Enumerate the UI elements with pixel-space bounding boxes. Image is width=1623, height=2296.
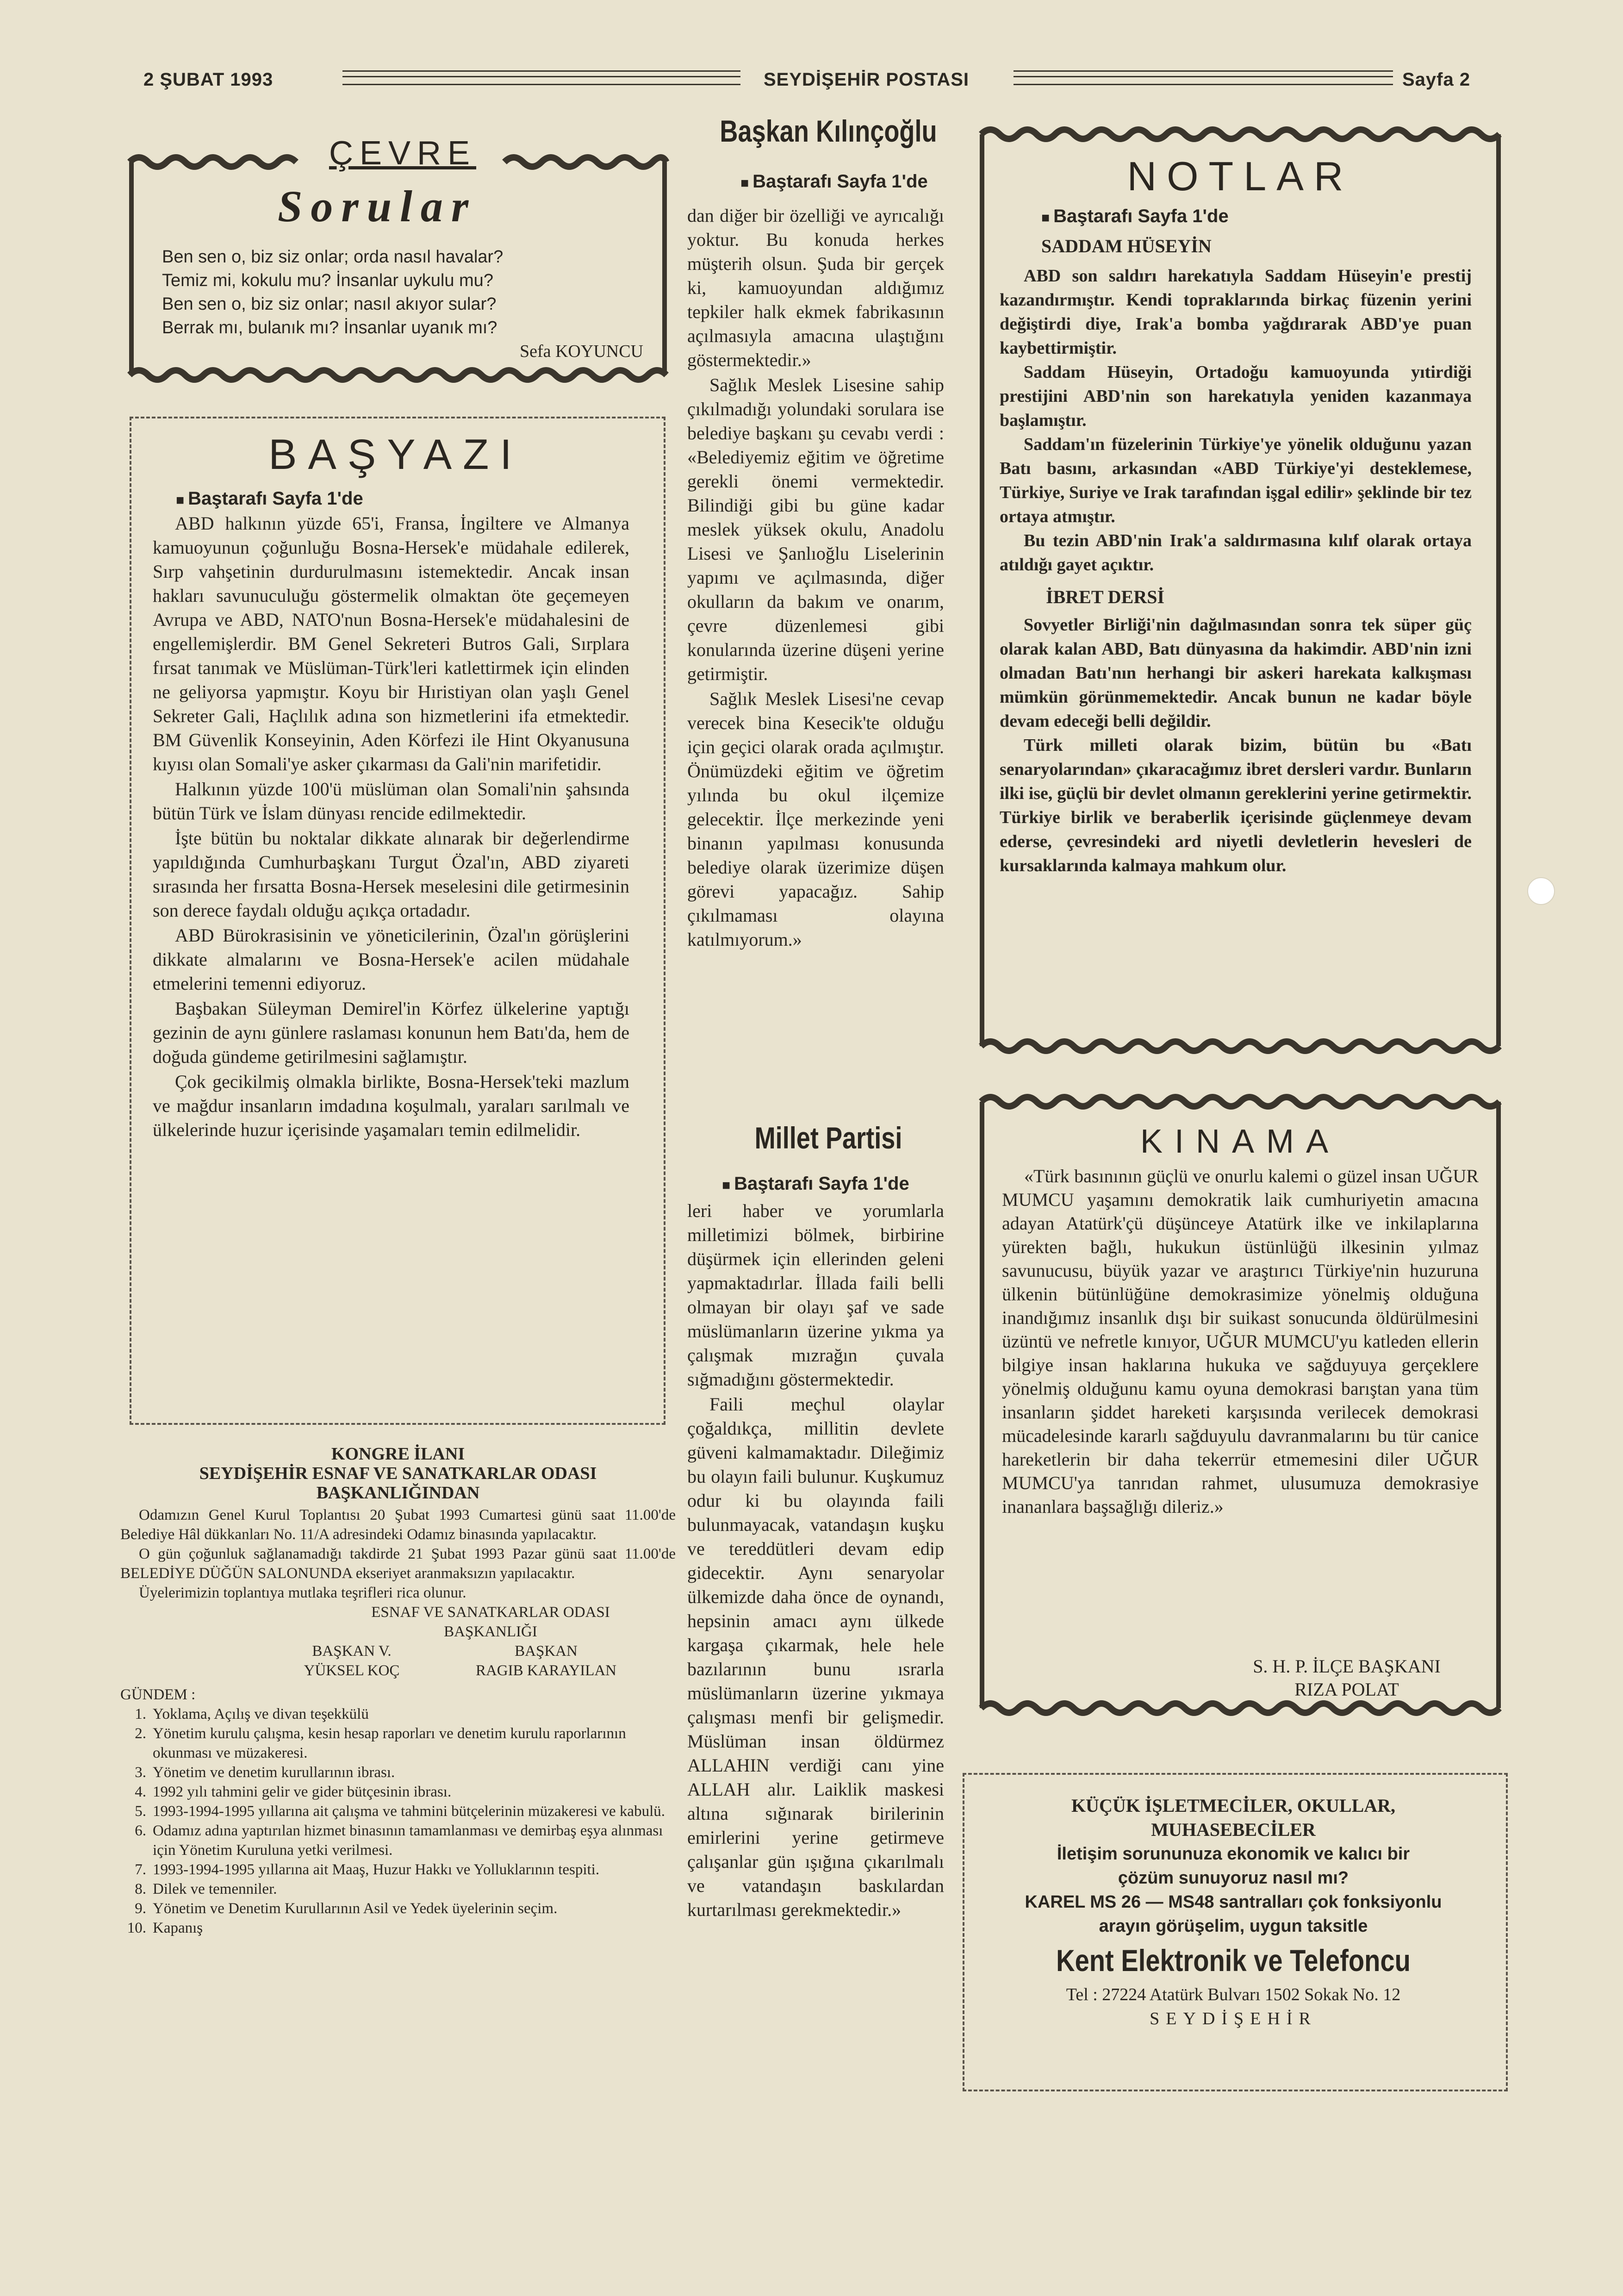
notlar-paragraph: Saddam Hüseyin, Ortadoğu kamuoyunda yıtirdiği prestijini ABD'nin son harekatıyla yeniden kazanmaya başlamıştır. bbox=[1000, 362, 1472, 430]
agenda-item: 9. Yönetim ve Denetim Kurullarının Asil ve Yedek üyelerinin seçim. bbox=[135, 1900, 558, 1917]
agenda-item: 1. Yoklama, Açılış ve divan teşekkülü bbox=[135, 1706, 369, 1722]
baskan-continued: ■ Baştarafı Sayfa 1'de bbox=[740, 171, 928, 192]
poem-author: Sefa KOYUNCU bbox=[519, 342, 643, 361]
basyazi-paragraph: ABD Bürokrasisinin ve yöneticilerinin, Özal'ın görüşlerini dikkate almalarını ve Bosna-Hersek'e acilen müdahale etmelerini temenni ediyoruz. bbox=[153, 925, 629, 994]
kinama-body bbox=[1002, 1164, 1479, 1518]
notlar-paragraph: Sovyetler Birliği'nin dağılmasından sonra tek süper güç olarak kalan ABD, Batı dünyasına da hakimdir. ABD'nin izni olmadan Batı'nın herhangi bir askeri harekata kalkışması mümkün görünmemektedir. Ancak bunun ne kadar böyle devam edeceği belli değildir. bbox=[1000, 615, 1472, 731]
kongre-roles bbox=[259, 1641, 639, 1661]
kongre-body bbox=[120, 1505, 676, 1603]
baskan-paragraph: Sağlık Meslek Lisesi'ne cevap verecek bina Kesecik'te olduğu için geçici olarak orada açılmıştır. Önümüzdeki eğitim ve öğretim yılında bu okul ilçemize gelecektir. İlçe merkezinde yeni binanın yapılması konusunda belediye olarak üzerimize düşen görevi yapacağız. Sahip çıkılmaması olayına katılmıyorum.» bbox=[687, 688, 944, 950]
name-vice: YÜKSEL KOÇ bbox=[304, 1662, 400, 1679]
cevre-poem bbox=[162, 245, 643, 363]
notlar-title: NOTLAR bbox=[1127, 153, 1354, 199]
ad-brand: Kent Elektronik ve Telefoncu bbox=[1056, 1943, 1411, 1978]
notlar-paragraph: Türk milleti olarak bizim, bütün bu «Batı senaryolarından» çıkaracağımız ibret dersleri vardır. Bunların ilki ise, güçlü bir devlet olmanın gereklerini yerine getirmektir. Türkiye birlik ve beraberlik içerisinde güçlenmeye devam ederse, çevresindeki ard niyetli devletlerin hevesleri de kursaklarında kalmaya mahkum olur. bbox=[1000, 736, 1472, 875]
cevre-box bbox=[125, 134, 671, 393]
header-rule-right bbox=[1014, 70, 1393, 85]
cevre-kicker: ÇEVRE bbox=[329, 135, 477, 172]
signature-name: RIZA POLAT bbox=[1294, 1679, 1399, 1700]
page-number: Sayfa 2 bbox=[1402, 69, 1471, 90]
ad-text-4: arayın görüşelim, uygun taksitle bbox=[1099, 1916, 1368, 1936]
kongre-notice bbox=[120, 1444, 676, 1938]
baskan-paragraph: dan diğer bir özelliği ve ayrıcalığı yoktur. Bu konuda herkes müşterih olsun. Şuda bir gerçek ki, kamuoyundan aldığımız tepkiler halk ekmek fabrikasının açılmasıyla amacına ulaştığını göstermektedir.» bbox=[687, 205, 944, 370]
kongre-names bbox=[259, 1661, 639, 1680]
millet-continued: ■ Baştarafı Sayfa 1'de bbox=[722, 1173, 909, 1194]
kongre-paragraph: Odamızın Genel Kurul Toplantısı 20 Şubat 1993 Cumartesi günü saat 11.00'de Belediye Hâl dükkanları No. 11/A adresindeki Odamız binasında yapılacaktır. bbox=[120, 1507, 676, 1543]
notlar-paragraph: Bu tezin ABD'nin Irak'a saldırmasına kılıf olarak ortaya atıldığı gayet açıktır. bbox=[1000, 531, 1472, 574]
ad-text-3: KAREL MS 26 — MS48 santralları çok fonksiyonlu bbox=[1025, 1892, 1442, 1912]
ad-headline-2: MUHASEBECİLER bbox=[1151, 1819, 1316, 1840]
ad-content bbox=[963, 1794, 1504, 2031]
ad-headline: KÜÇÜK İŞLETMECİLER, OKULLAR, bbox=[1071, 1795, 1396, 1816]
notlar-box bbox=[972, 120, 1509, 1065]
role-vice: BAŞKAN V. bbox=[312, 1643, 392, 1660]
basyazi-body bbox=[153, 512, 629, 1143]
kongre-subtitle-2: BAŞKANLIĞINDAN bbox=[316, 1483, 480, 1503]
agenda-item: 4. 1992 yılı tahmini gelir ve gider bütçesinin ibrası. bbox=[135, 1784, 452, 1800]
millet-body bbox=[687, 1199, 944, 1923]
agenda-item: 5. 1993-1994-1995 yıllarına ait çalışma ve tahmini bütçelerinin müzakeresi ve kabulü. bbox=[135, 1803, 665, 1820]
millet-title: Millet Partisi bbox=[754, 1121, 902, 1155]
role-president: BAŞKAN bbox=[515, 1643, 578, 1660]
basyazi-continued: ■ Baştarafı Sayfa 1'de bbox=[176, 488, 363, 509]
agenda-item: 6. Odamız adına yaptırılan hizmet binasının tamamlanması ve demirbaş eşya alınması için Yönetim Kuruluna yetki verilmesi. bbox=[135, 1822, 663, 1859]
basyazi-paragraph: İşte bütün bu noktalar dikkate alınarak bir değerlendirme yapıldığında Cumhurbaşkanı Turgut Özal'ın, ABD ziyareti sırasında her fırsatta Bosna-Hersek meselesini dile getirmesinin son derece faydalı olduğu açıkça ortadadır. bbox=[153, 828, 629, 921]
notlar-paragraph: Saddam'ın füzelerinin Türkiye'ye yönelik olduğunu yazan Batı basını, arkasından «ABD Türkiye'yi desteklemese, Türkiye, Suriye ve Irak tarafından işgal edilir» şeklinde bir tez ortaya atmıştır. bbox=[1000, 435, 1472, 526]
signature-org: ESNAF VE SANATKARLAR ODASI bbox=[371, 1604, 610, 1621]
issue-date: 2 ŞUBAT 1993 bbox=[143, 69, 274, 90]
poem-line: Ben sen o, biz siz onlar; orda nasıl havalar? bbox=[162, 247, 504, 267]
basyazi-title: BAŞYAZI bbox=[268, 431, 523, 478]
notlar-subject: SADDAM HÜSEYİN bbox=[1041, 236, 1212, 256]
kinama-signature bbox=[1231, 1655, 1462, 1701]
poem-line: Temiz mi, kokulu mu? İnsanlar uykulu mu? bbox=[162, 271, 493, 290]
poem-line: Berrak mı, bulanık mı? İnsanlar uyanık mı? bbox=[162, 318, 497, 337]
kongre-title: KONGRE İLANI bbox=[331, 1444, 465, 1464]
kongre-paragraph: O gün çoğunluk sağlanamadığı takdirde 21 Şubat 1993 Pazar günü saat 11.00'de BELEDİYE DÜĞÜN SALONUNDA ekseriyet aranmaksızın yapılacaktır. bbox=[120, 1546, 676, 1582]
signature-org-2: BAŞKANLIĞI bbox=[444, 1623, 537, 1640]
agenda-list bbox=[120, 1704, 676, 1938]
notlar-body bbox=[1000, 264, 1472, 878]
kinama-paragraph: «Türk basınının güçlü ve onurlu kalemi o güzel insan UĞUR MUMCU yaşamını demokratik laik cumhuriyetin amacına adayan Atatürk'çü düşünceye Atatürk ilke ve inkilaplarına yürekten bağlı, hukukun üstünlüğü ilkesinin yılmaz savunucusu, büyük yazar ve araştırıcı Türkiye'nin huzuruna ülkenin bütünlüğüne demokrasimize yönelmiş olduğuna inandığımız insanlık dışı bir suikast sonucunda öldürülmesini üzüntü ve nefretle kınıyor, UĞUR MUMCU'yu katleden ellerin bilgiye insan haklarına hukuka ve sağduyuya gerçeklere yönelmiş olduğunu kamu oyuna demokrasi barıştan yana tüm insanların şiddet hareketi karşısında verilecek demokrasi mücadelesinde kararlı sağduyulu davranmalarını bu tür canice hareketlerin bir daha tekerrür etmemesini diler UĞUR MUMCU'ya tanrıdan rahmet, ulusumuza demokrasiye inananlara başsağlığı dileriz.» bbox=[1002, 1166, 1479, 1517]
kongre-signature bbox=[352, 1603, 629, 1641]
basyazi-paragraph: Halkının yüzde 100'ü müslüman olan Somali'nin şahsında bütün Türk ve İslam dünyası rencide edilmektedir. bbox=[153, 779, 629, 824]
basyazi-paragraph: Çok gecikilmiş olmakla birlikte, Bosna-Hersek'teki mazlum ve mağdur insanların imdadına koşulmalı, yaraları sarılmalı ve ülkelerinde huzur içerisinde yaşamaları temin edilmelidir. bbox=[153, 1071, 629, 1140]
agenda-item: 2. Yönetim kurulu çalışma, kesin hesap raporları ve denetim kurulu raporlarının okunması ve müzakeresi. bbox=[135, 1725, 626, 1761]
header-rule-left bbox=[342, 70, 740, 85]
baskan-paragraph: Sağlık Meslek Lisesine sahip çıkılmadığı yolundaki sorulara ise belediye başkanı şu cevabı verdi : «Belediyemiz eğitim ve öğretime gerekli önemi vermektedir. Bilindiği gibi bu güne kadar meslek yüksek okulu, Anadolu Lisesi ve Şanlıoğlu Liselerinin yapımı ve açılmasında, diğer okulların da bakım ve onarım, çevre düzenlemesi gibi konularında üzerine düşeni yerine getirmiştir. bbox=[687, 374, 944, 684]
agenda-item: 7. 1993-1994-1995 yıllarına ait Maaş, Huzur Hakkı ve Yolluklarının tespiti. bbox=[135, 1861, 600, 1878]
baskan-title: Başkan Kılınçoğlu bbox=[720, 114, 937, 148]
baskan-body bbox=[687, 204, 944, 953]
agenda-item: 10. Kapanış bbox=[127, 1920, 203, 1936]
notlar-continued: ■ Baştarafı Sayfa 1'de bbox=[1041, 206, 1229, 227]
millet-paragraph: leri haber ve yorumlarla milletimizi bölmek, birbirine düşürmek için ellerinden geleni yapmaktadırlar. İllada faili belli olmayan bir olayı şaf ve sade müslümanların üzerine yıkma ya çalışmak mızrağın çuvala sığmadığını göstermektedir. bbox=[687, 1200, 944, 1390]
ad-address: Tel : 27224 Atatürk Bulvarı 1502 Sokak No. 12 bbox=[1066, 1985, 1401, 2004]
agenda-title: GÜNDEM : bbox=[120, 1686, 196, 1703]
ad-text-2: çözüm sunuyoruz nasıl mı? bbox=[1118, 1868, 1349, 1888]
basyazi-paragraph: Başbakan Süleyman Demirel'in Körfez ülkelerine yaptığı gezinin de aynı günlere raslaması konunun hem Batı'da, hem de doğuda gündeme getirilmesini sağlamıştır. bbox=[153, 998, 629, 1067]
ad-text: İletişim sorununuza ekonomik ve kalıcı bir bbox=[1057, 1844, 1410, 1864]
kinama-title: KINAMA bbox=[1140, 1123, 1341, 1160]
kongre-subtitle: SEYDİŞEHİR ESNAF VE SANATKARLAR ODASI bbox=[199, 1464, 597, 1483]
poem-line: Ben sen o, biz siz onlar; nasıl akıyor sular? bbox=[162, 294, 497, 314]
ad-city: SEYDİŞEHİR bbox=[1150, 2009, 1317, 2028]
notlar-paragraph: ABD son saldırı harekatıyla Saddam Hüseyin'e prestij kazandırmıştır. Kendi topraklarında birkaç füzenin yerini değiştirdi diye, Irak'a bomba yağdırarak ABD'ye puan kaybettirmiştir. bbox=[1000, 266, 1472, 358]
basyazi-paragraph: ABD halkının yüzde 65'i, Fransa, İngiltere ve Almanya kamuoyunun çoğunluğu Bosna-Hersek'e müdahale edilerek, Sırp vahşetinin durdurulmasını istemektedir. Ancak insan hakları savunuculuğu göstermelik olmaktan öte geçemeyen Avrupa ve ABD, NATO'nun Bosna-Hersek'e müdahalesini de engellemişlerdir. BM Genel Sekreteri Butros Gali, Sırplara fırsat tanımak ve Müslüman-Türk'leri katlettirmek için elinden ne geliyorsa yapmıştır. Koyu bir Hıristiyan olan yaşlı Genel Sekreter Gali, Haçlılık adına son hizmetlerini ifa etmektedir. BM Güvenlik Konseyinin, Aden Körfezi ile Hint Okyanusuna kıyısı olan Somali'ye asker çıkarması da Gali'nin marifetidir. bbox=[153, 513, 629, 774]
millet-paragraph: Faili meçhul olaylar çoğaldıkça, millitin devlete güveni kalmamaktadır. Dileğimiz bu olayın faili bulunur. Kuşkumuz odur ki bu olayında faili bulunmayacak, vatandaşın kuşku ve tereddütleri devam edip gidecektir. Aynı senaryolar ülkemizde daha önce de oynandı, hepsinin amacı aynı ülkede kargaşa çıkarmak, hele hele bazılarının bunu ısrarla müslümanların üzerine yıkmaya çalışması menfi bir gelişmedir. Müslüman insan öldürmez ALLAHIN verdiği canı yine ALLAH alır. Laiklik maskesi altına sığınarak birilerinin emirlerini yerine getirmeve çalışanlar gün ışığına çıkarılmalı ve vatandaşın baskılardan kurtarılması gerekmektedir.» bbox=[687, 1394, 944, 1920]
agenda-item: 8. Dilek ve temenniler. bbox=[135, 1881, 277, 1897]
newspaper-name: SEYDİŞEHİR POSTASI bbox=[764, 69, 970, 90]
notlar-subhead: İBRET DERSİ bbox=[1046, 586, 1165, 607]
name-president: RAGIB KARAYILAN bbox=[475, 1662, 617, 1679]
cevre-title: Sorular bbox=[278, 181, 477, 231]
kongre-paragraph: Üyelerimizin toplantıya mutlaka teşrifleri rica olunur. bbox=[139, 1585, 466, 1601]
punch-hole bbox=[1527, 877, 1555, 905]
agenda-item: 3. Yönetim ve denetim kurullarının ibrası. bbox=[135, 1764, 395, 1781]
signature-title: S. H. P. İLÇE BAŞKANI bbox=[1253, 1656, 1441, 1677]
kinama-box bbox=[972, 1088, 1509, 1727]
